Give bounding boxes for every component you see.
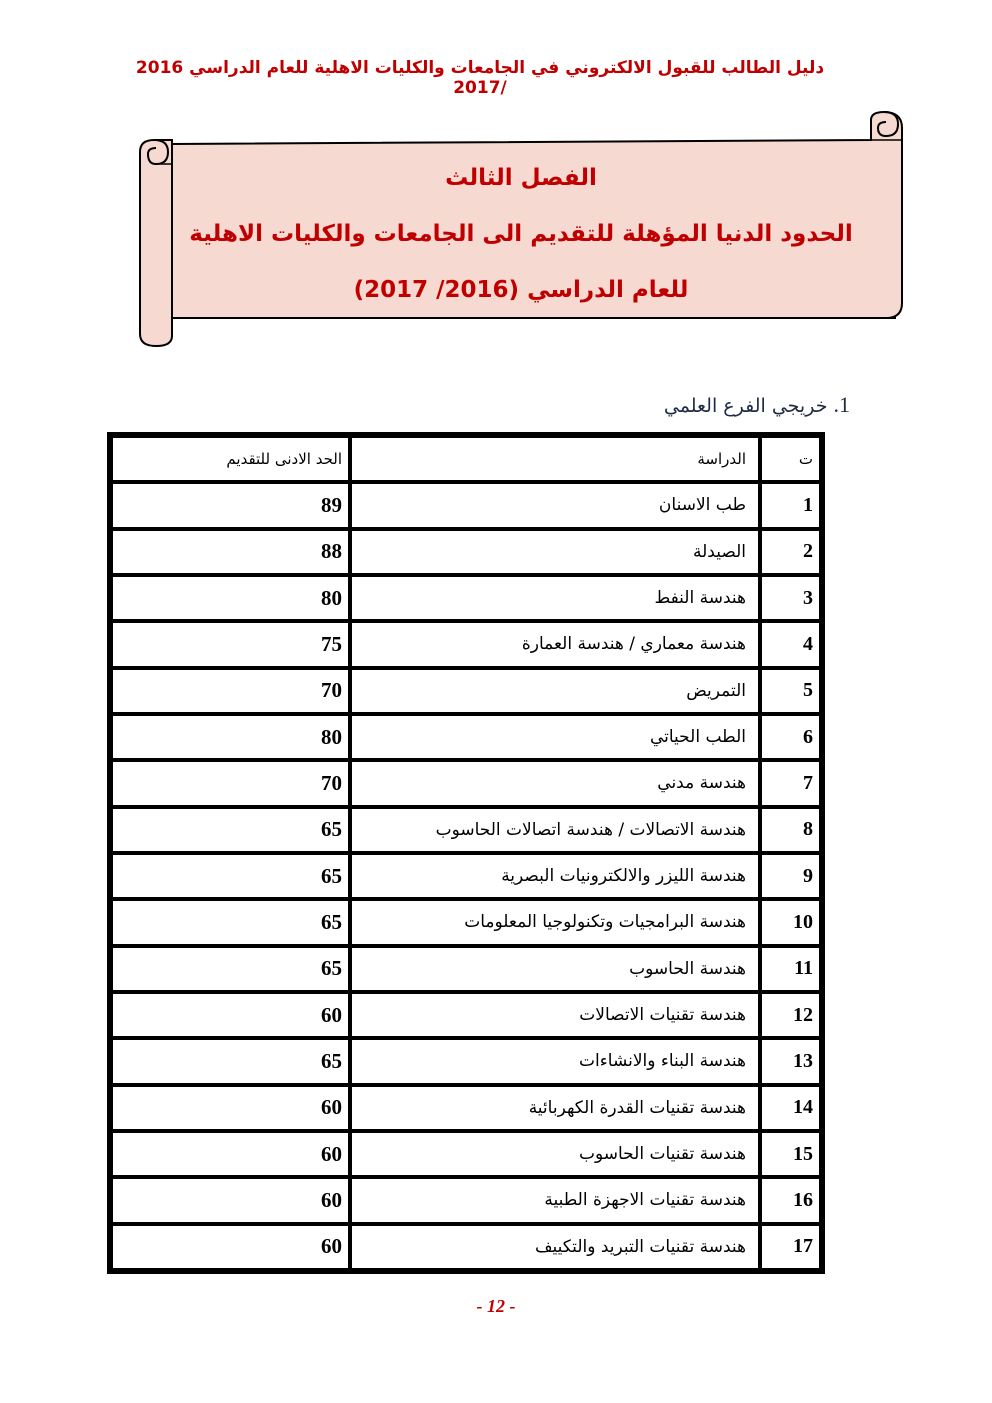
table-row (113, 1133, 819, 1175)
row-study: الصيدلة (352, 531, 758, 573)
row-study: هندسة تقنيات الاتصالات (352, 994, 758, 1036)
row-study: هندسة الاتصالات / هندسة اتصالات الحاسوب (352, 809, 758, 851)
document-header: دليل الطالب للقبول الالكتروني في الجامعات والكليات الاهلية للعام الدراسي 2016 /2017 (135, 58, 825, 98)
row-num: 6 (762, 716, 819, 758)
row-study: هندسة الحاسوب (352, 948, 758, 990)
row-num: 12 (762, 994, 819, 1036)
table-row (113, 484, 819, 526)
row-min-score: 88 (113, 531, 348, 573)
row-min-score: 65 (113, 855, 348, 897)
row-study: التمريض (352, 670, 758, 712)
row-num: 8 (762, 809, 819, 851)
chapter-year: للعام الدراسي (2016/ 2017) (353, 277, 689, 303)
table-row (113, 948, 819, 990)
row-min-score: 60 (113, 1087, 348, 1129)
row-min-score: 65 (113, 948, 348, 990)
row-num: 14 (762, 1087, 819, 1129)
table-row (113, 1040, 819, 1082)
row-num: 11 (762, 948, 819, 990)
row-min-score: 80 (113, 577, 348, 619)
row-min-score: 75 (113, 623, 348, 665)
row-num: 17 (762, 1226, 819, 1268)
chapter-title: الفصل الثالث (445, 165, 597, 191)
row-study: هندسة تقنيات القدرة الكهربائية (352, 1087, 758, 1129)
section-title: خريجي الفرع العلمي (663, 395, 828, 417)
admission-table (107, 432, 825, 1274)
row-num: 16 (762, 1179, 819, 1221)
row-study: هندسة تقنيات الاجهزة الطبية (352, 1179, 758, 1221)
row-min-score: 60 (113, 1179, 348, 1221)
header-study: الدراسة (352, 438, 758, 480)
table-row (113, 762, 819, 804)
row-num: 15 (762, 1133, 819, 1175)
row-min-score: 89 (113, 484, 348, 526)
row-study: هندسة تقنيات الحاسوب (352, 1133, 758, 1175)
row-min-score: 65 (113, 901, 348, 943)
table-row (113, 1179, 819, 1221)
chapter-subtitle: الحدود الدنيا المؤهلة للتقديم الى الجامعات والكليات الاهلية (189, 221, 853, 247)
row-num: 4 (762, 623, 819, 665)
row-min-score: 80 (113, 716, 348, 758)
row-num: 10 (762, 901, 819, 943)
row-min-score: 60 (113, 994, 348, 1036)
table-row (113, 577, 819, 619)
row-study: هندسة النفط (352, 577, 758, 619)
row-min-score: 65 (113, 809, 348, 851)
row-study: هندسة تقنيات التبريد والتكييف (352, 1226, 758, 1268)
row-min-score: 70 (113, 762, 348, 804)
row-num: 7 (762, 762, 819, 804)
header-min-score: الحد الادنى للتقديم (113, 438, 348, 480)
row-study: هندسة معماري / هندسة العمارة (352, 623, 758, 665)
table-row (113, 901, 819, 943)
row-num: 1 (762, 484, 819, 526)
section-heading (664, 392, 850, 418)
row-study: هندسة مدني (352, 762, 758, 804)
row-min-score: 60 (113, 1226, 348, 1268)
table-row (113, 1087, 819, 1129)
table-row (113, 531, 819, 573)
row-num: 5 (762, 670, 819, 712)
table-header-row (113, 438, 819, 480)
row-num: 13 (762, 1040, 819, 1082)
page-number: - 12 - (476, 1296, 516, 1316)
table-row (113, 855, 819, 897)
row-study: الطب الحياتي (352, 716, 758, 758)
row-num: 2 (762, 531, 819, 573)
table-row (113, 994, 819, 1036)
section-number: 1. (833, 392, 850, 417)
row-study: هندسة البرامجيات وتكنولوجيا المعلومات (352, 901, 758, 943)
table-row (113, 809, 819, 851)
table-row (113, 670, 819, 712)
row-min-score: 60 (113, 1133, 348, 1175)
table-row (113, 1226, 819, 1268)
row-min-score: 65 (113, 1040, 348, 1082)
table-row (113, 623, 819, 665)
row-study: هندسة البناء والانشاءات (352, 1040, 758, 1082)
table-row (113, 716, 819, 758)
row-study: هندسة الليزر والالكترونيات البصرية (352, 855, 758, 897)
header-num: ت (762, 438, 819, 480)
row-num: 3 (762, 577, 819, 619)
row-study: طب الاسنان (352, 484, 758, 526)
row-min-score: 70 (113, 670, 348, 712)
chapter-banner (136, 108, 906, 353)
row-num: 9 (762, 855, 819, 897)
